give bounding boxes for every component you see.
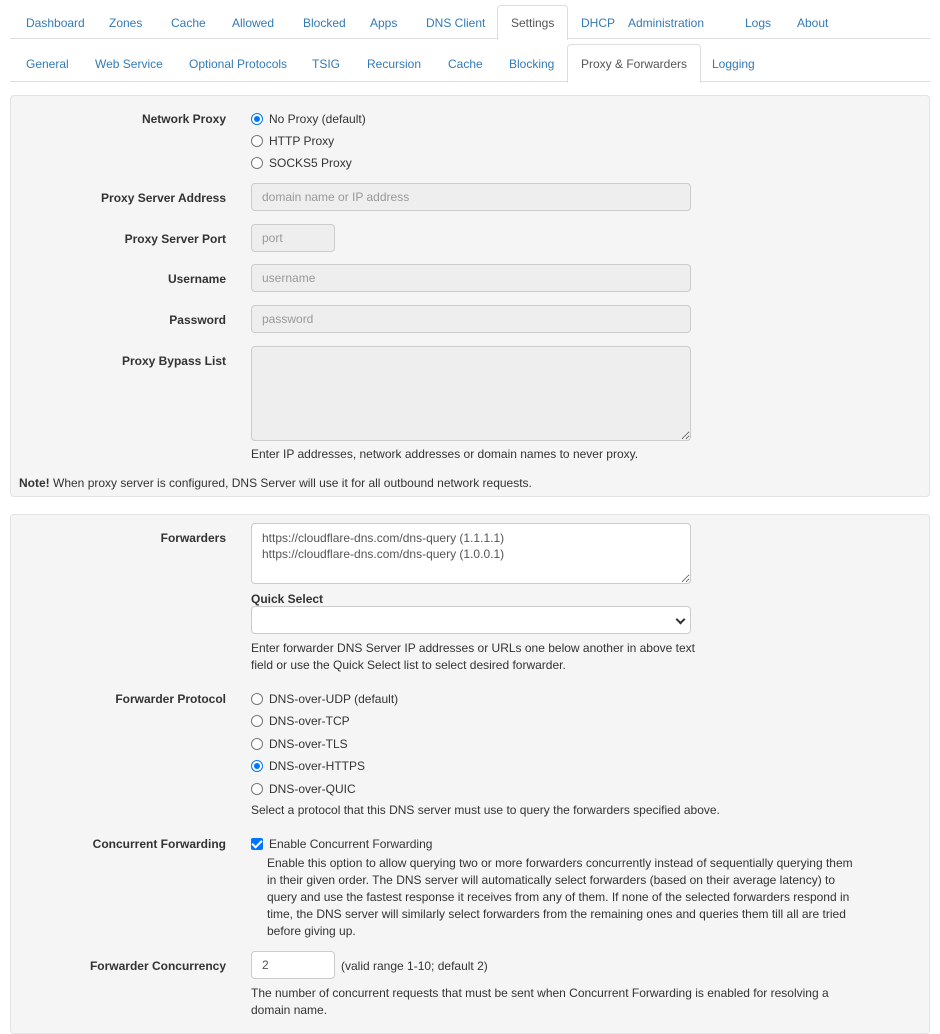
bypass-list-textarea[interactable] (251, 346, 691, 441)
radio-dns-quic[interactable]: DNS-over-QUIC (251, 781, 356, 797)
proxy-panel (10, 95, 930, 497)
tab-settings[interactable]: Settings (497, 5, 568, 40)
note-text: When proxy server is configured, DNS Server will use it for all outbound network requests. (49, 476, 532, 490)
radio-unchecked-icon (251, 157, 263, 169)
radio-checked-icon (251, 113, 263, 125)
concurrent-help-line: in their given order. The DNS server will automatically select forwarders (based on their average latency) to (267, 873, 836, 887)
tab-cache[interactable]: Cache (171, 16, 206, 30)
protocol-help-text: Select a protocol that this DNS server must use to query the forwarders specified above. (251, 803, 720, 817)
concurrent-help-line: query and use the fastest response it receives from any of them. If none of the selected forwarders respond in (267, 890, 850, 904)
radio-unchecked-icon (251, 738, 263, 750)
quick-select-label: Quick Select (251, 592, 324, 606)
proxy-note (19, 476, 532, 490)
forwarders-panel (10, 514, 930, 1034)
forwarders-textarea[interactable] (251, 523, 691, 584)
tab-dashboard[interactable]: Dashboard (26, 16, 85, 30)
tab-about[interactable]: About (797, 16, 829, 30)
forwarder-concurrency-input[interactable] (251, 951, 335, 979)
tab-logging[interactable]: Logging (712, 57, 755, 71)
checkbox-checked-icon (251, 838, 263, 850)
radio-no-proxy[interactable]: No Proxy (default) (251, 111, 366, 127)
radio-unchecked-icon (251, 715, 263, 727)
tab-tsig[interactable]: TSIG (312, 57, 341, 71)
radio-dns-udp[interactable]: DNS-over-UDP (default) (251, 691, 398, 707)
tab-apps[interactable]: Apps (370, 16, 398, 30)
radio-unchecked-icon (251, 693, 263, 705)
tab-allowed[interactable]: Allowed (232, 16, 275, 30)
tab-web-service[interactable]: Web Service (95, 57, 163, 71)
concurrency-help-1: The number of concurrent requests that must be sent when Concurrent Forwarding is enabled for resolving a (251, 986, 829, 1000)
forwarders-help-1: Enter forwarder DNS Server IP addresses or URLs one below another in above text (251, 641, 695, 655)
username-label: Username (167, 272, 226, 286)
radio-unchecked-icon (251, 135, 263, 147)
radio-dns-tcp[interactable]: DNS-over-TCP (251, 713, 350, 729)
radio-http-proxy[interactable]: HTTP Proxy (251, 133, 334, 149)
chevron-down-icon (676, 615, 686, 625)
settings-sub-tabs (10, 39, 930, 82)
concurrent-forwarding-label: Concurrent Forwarding (92, 837, 226, 851)
forwarder-concurrency-label: Forwarder Concurrency (89, 959, 226, 973)
tab-proxy-forwarders[interactable]: Proxy & Forwarders (567, 44, 701, 83)
proxy-port-input[interactable] (251, 224, 335, 252)
tab-cache-settings[interactable]: Cache (448, 57, 483, 71)
concurrency-range-text: (valid range 1-10; default 2) (341, 959, 488, 973)
tab-dhcp[interactable]: DHCP (581, 16, 616, 30)
username-input[interactable] (251, 264, 691, 292)
forwarders-label: Forwarders (160, 531, 226, 545)
radio-socks5-proxy[interactable]: SOCKS5 Proxy (251, 155, 352, 171)
password-input[interactable] (251, 305, 691, 333)
bypass-help-text: Enter IP addresses, network addresses or domain names to never proxy. (251, 447, 639, 461)
concurrency-help-2: domain name. (251, 1003, 328, 1017)
radio-unchecked-icon (251, 783, 263, 795)
concurrent-help-line: Enable this option to allow querying two or more forwarders concurrently instead of sequentially querying them (267, 856, 853, 870)
tab-logs[interactable]: Logs (745, 16, 772, 30)
network-proxy-label: Network Proxy (141, 112, 226, 126)
radio-dns-https[interactable]: DNS-over-HTTPS (251, 758, 365, 774)
proxy-address-label: Proxy Server Address (101, 191, 226, 205)
password-label: Password (169, 313, 226, 327)
forwarder-protocol-label: Forwarder Protocol (115, 692, 226, 706)
tab-recursion[interactable]: Recursion (367, 57, 422, 71)
tab-blocking[interactable]: Blocking (509, 57, 555, 71)
radio-dns-tls[interactable]: DNS-over-TLS (251, 736, 348, 752)
tab-zones[interactable]: Zones (109, 16, 143, 30)
quick-select-dropdown[interactable] (251, 606, 691, 634)
concurrent-help-line: time, the DNS server will similarly select forwarders from the remaining ones and queries them till all are tried (267, 907, 846, 921)
tab-administration[interactable]: Administration (628, 16, 705, 30)
radio-checked-icon (251, 760, 263, 772)
proxy-port-label: Proxy Server Port (124, 232, 226, 246)
main-nav-tabs (10, 0, 930, 39)
tab-blocked[interactable]: Blocked (303, 16, 346, 30)
bypass-list-label: Proxy Bypass List (121, 354, 226, 368)
concurrent-help-line: before giving up. (267, 924, 356, 938)
tab-general[interactable]: General (26, 57, 69, 71)
concurrent-help-text (267, 855, 853, 940)
concurrent-forwarding-checkbox[interactable]: Enable Concurrent Forwarding (251, 836, 432, 852)
note-label: Note! (19, 476, 50, 490)
tab-optional-protocols[interactable]: Optional Protocols (189, 57, 288, 71)
proxy-address-input[interactable] (251, 183, 691, 211)
forwarders-help-2: field or use the Quick Select list to select desired forwarder. (251, 658, 566, 672)
tab-dns-client[interactable]: DNS Client (426, 16, 486, 30)
